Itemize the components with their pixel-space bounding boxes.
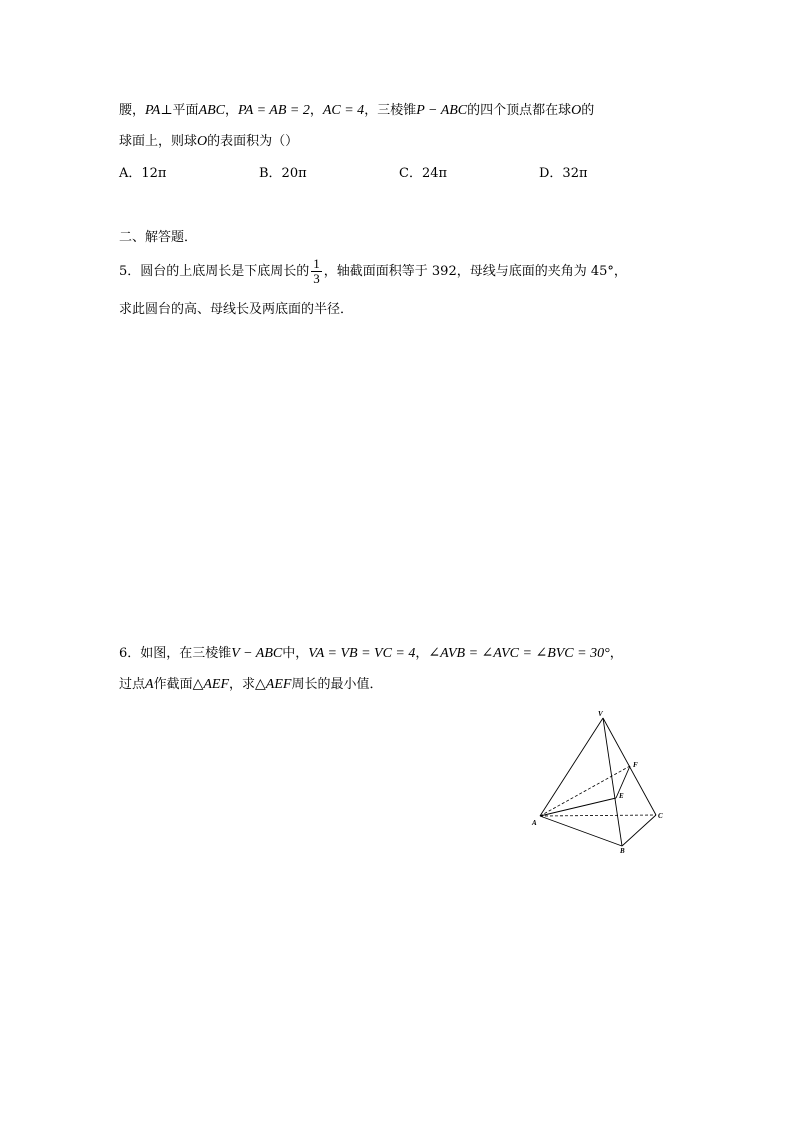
edge-vb (603, 718, 622, 846)
label-e: E (619, 792, 624, 800)
q4-math: O (197, 134, 208, 149)
q6-text: ， (415, 646, 429, 661)
section-title: 二、解答题． (119, 230, 198, 245)
label-c: C (658, 812, 663, 820)
edge-bc (622, 815, 656, 846)
edge-vc (603, 718, 656, 815)
q6-text: ，求 (229, 677, 256, 692)
label-f: F (633, 761, 638, 769)
q6-text: 作截面 (153, 677, 193, 692)
q4-text: 的 (581, 103, 595, 118)
q4-math: AC = 4 (322, 103, 365, 118)
q4-math: O (571, 103, 582, 118)
q6-text: 过点 (119, 677, 146, 692)
edge-ac-hidden (540, 815, 656, 816)
q4-text: 球面上，则球 (119, 134, 198, 149)
edge-ab (540, 816, 622, 846)
q4-math: PA (145, 103, 161, 118)
q4-math: ABC (198, 103, 226, 118)
label-v: V (598, 710, 603, 718)
q6-math: △AEF (255, 677, 292, 692)
q4-line1 (119, 102, 594, 120)
q6-text: ， (609, 646, 623, 661)
q6-text: 6．如图，在三棱锥 (119, 646, 232, 661)
q6-line1 (119, 645, 623, 663)
segment-af-hidden (540, 766, 630, 816)
q5-text: 5．圆台的上底周长是下底周长的 (119, 264, 310, 279)
q4-option-b: B．20π (259, 166, 307, 181)
q4-text: 的四个顶点都在球 (467, 103, 572, 118)
edge-va (540, 718, 603, 816)
q4-math: PA = AB = 2 (238, 103, 310, 118)
q4-text: ， (309, 103, 323, 118)
fraction-numerator: 1 (313, 256, 320, 271)
q5-fraction (311, 257, 322, 286)
label-b: B (620, 847, 625, 855)
q5-line2: 求此圆台的高、母线长及两底面的半径． (119, 302, 354, 317)
q5-text: ，轴截面面积等于 392，母线与底面的夹角为 45°， (323, 264, 627, 279)
q4-text: 的表面积为（） (207, 134, 299, 149)
q4-text: 腰， (119, 103, 146, 118)
q4-text: ⊥平面 (160, 103, 199, 118)
segment-ef (616, 766, 630, 798)
q4-text: ， (225, 103, 239, 118)
fraction-denominator: 3 (313, 271, 320, 286)
q6-text: 中， (282, 646, 309, 661)
q6-math: VA = VB = VC = 4 (308, 646, 416, 661)
segment-ae (540, 798, 616, 816)
q4-option-d: D．32π (539, 166, 588, 181)
q6-line2 (119, 676, 382, 694)
q4-text: ，三棱锥 (364, 103, 417, 118)
q4-option-c: C．24π (399, 166, 448, 181)
q6-math: ∠AVB = ∠AVC = ∠BVC = 30° (428, 646, 610, 661)
q6-text: 周长的最小值． (291, 677, 383, 692)
q6-math: V − ABC (231, 646, 283, 661)
label-a: A (532, 819, 537, 827)
q4-option-a: A．12π (119, 166, 167, 181)
q6-math: △AEF (192, 677, 230, 692)
q4-line2 (119, 133, 298, 151)
q4-math: P − ABC (416, 103, 468, 118)
q6-math: A (145, 677, 154, 692)
q5-line1 (119, 257, 627, 287)
